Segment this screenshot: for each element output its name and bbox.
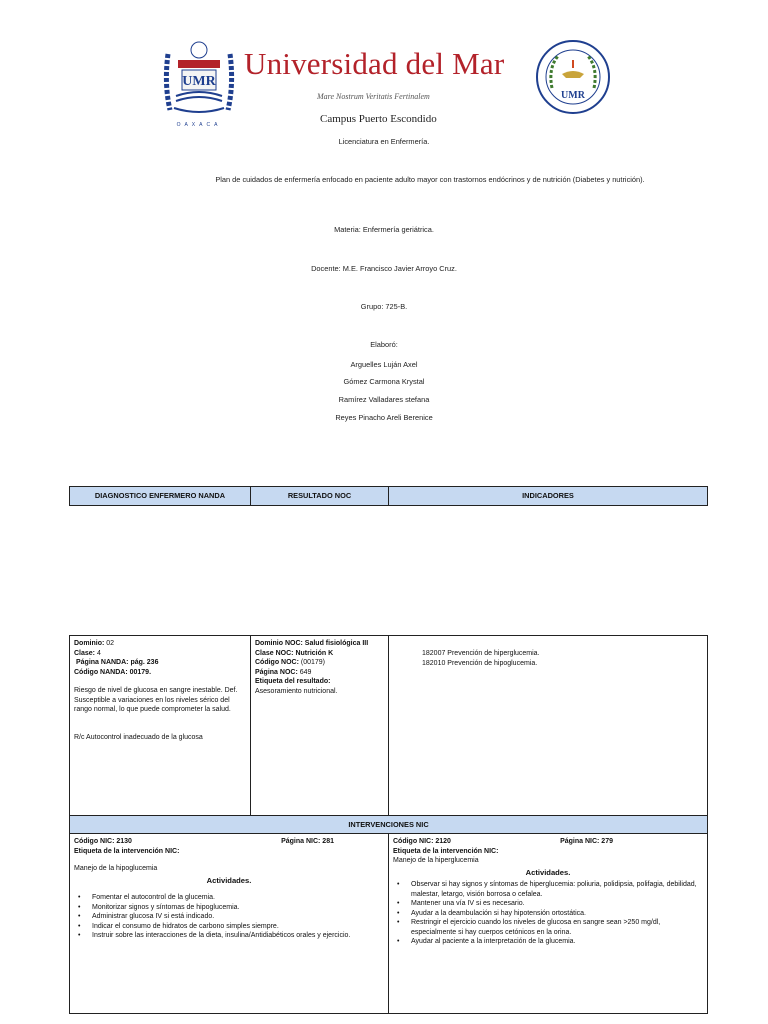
list-item: • Ayudar a la deambulación si hay hipotensión ortostática. — [393, 909, 703, 919]
author-2: Gómez Carmona Krystal — [343, 377, 425, 386]
nic-left-activities — [74, 893, 384, 941]
list-item: • Monitorizar signos y síntomas de hipoglucemia. — [74, 903, 384, 913]
subject: Materia: Enfermería geriátrica. — [334, 225, 434, 234]
indicator-2: 182010 Prevención de hipoglucemia. — [422, 659, 538, 667]
nanda-related: R/c Autocontrol inadecuado de la glucosa — [74, 733, 203, 741]
care-plan-header-table — [69, 486, 708, 506]
svg-text:UMR: UMR — [561, 90, 585, 101]
noc-cell: Dominio NOC: Salud fisiológica III Clase NOC: Nutrición K Código NOC: (00179) Página NOC: 649 Etiqueta del resultado: Asesoramiento nutricional. — [251, 636, 389, 816]
care-plan-table — [69, 635, 708, 1014]
interventions-header: INTERVENCIONES NIC — [70, 816, 708, 834]
nic-right-activities — [393, 880, 703, 947]
group: Grupo: 725-B. — [360, 302, 408, 311]
nic-left-code: Código NIC: 2130 — [74, 838, 132, 845]
authors-label: Elaboró: — [370, 340, 398, 349]
nic-right-activities-title: Actividades. — [525, 867, 571, 877]
nic-left-name: Manejo de la hipoglucemia — [74, 865, 158, 872]
nic-left-page: Página NIC: 281 — [281, 838, 334, 845]
degree-name: Licenciatura en Enfermería. — [338, 137, 430, 146]
author-1: Arguelles Luján Axel — [350, 360, 418, 369]
nic-left-cell: Código NIC: 2130 Página NIC: 281 Etiqueta de la intervención NIC: Manejo de la hipoglucemia Actividades. • Fomentar el autocontrol de la glucemia. • Monitorizar signos y síntomas de hipoglucemia. • Administrar glucosa IV si está indicado. • Indicar el consumo de hidratos de carbono simples siempre. • Instruir sobre las interacciones de la dieta, insulina/Antidiabéticos orales y ejercicio. — [70, 834, 389, 1014]
header-nanda: DIAGNOSTICO ENFERMERO NANDA — [70, 487, 251, 506]
campus-name: Campus Puerto Escondido — [320, 113, 437, 125]
nanda-description: Riesgo de nivel de glucosa en sangre inestable. Def. Susceptible a variaciones en los niveles sérico del rango normal, lo que puede comprometer la salud. — [74, 687, 238, 713]
noc-result: Asesoramiento nutricional. — [255, 687, 338, 695]
header-indicators: INDICADORES — [389, 487, 708, 506]
university-seal-left — [160, 40, 238, 128]
list-item: • Observar si hay signos y síntomas de hiperglucemia: poliuria, polidipsia, polifagia, debilidad, malestar, letargo, visión borrosa o cefalea. — [393, 880, 703, 899]
nanda-cell: Dominio: 02 Clase: 4 Página NANDA: pág. 236 Código NANDA: 00179. Riesgo de nivel de glucosa en sangre inestable. Def. Susceptible a variaciones en los niveles sérico del rango normal, lo que puede comprometer la salud. R/c Autocontrol inadecuado de la glucosa — [70, 636, 251, 816]
list-item: • Mantener una vía IV si es necesario. — [393, 899, 703, 909]
teacher: Docente: M.E. Francisco Javier Arroyo Cruz. — [311, 264, 457, 273]
university-title: Universidad del Mar — [244, 46, 505, 81]
nic-left-activities-title: Actividades. — [206, 875, 252, 885]
document-header — [160, 38, 612, 130]
nic-right-name: Manejo de la hiperglucemia — [393, 857, 479, 864]
plan-title: Plan de cuidados de enfermería enfocado en paciente adulto mayor con trastornos endócrinos y de nutrición (Diabetes y nutrición). — [215, 175, 645, 184]
list-item: • Indicar el consumo de hidratos de carbono simples siempre. — [74, 922, 384, 932]
list-item: • Restringir el ejercicio cuando los niveles de glucosa en sangre sean >250 mg/dl, especialmente si hay cuerpos cetónicos en la orina. — [393, 918, 703, 937]
svg-text:UMR: UMR — [182, 74, 216, 89]
indicators-cell — [389, 636, 708, 816]
list-item: • Instruir sobre las interacciones de la dieta, insulina/Antidiabéticos orales y ejercicio. — [74, 931, 384, 941]
list-item: • Administrar glucosa IV si está indicado. — [74, 912, 384, 922]
nursing-seal-right — [534, 38, 612, 116]
nic-right-cell: Código NIC: 2120 Página NIC: 279 Etiqueta de la intervención NIC: Manejo de la hiperglucemia Actividades. • Observar si hay signos y síntomas de hiperglucemia: poliuria, polidipsia, polifagia, debilidad, malestar, letargo, visión borrosa o cefalea. • Mantener una vía IV si es necesario. • Ayudar a la deambulación si hay hipotensión ortostática. • Restringir el ejercicio cuando los niveles de glucosa en sangre sean >250 mg/dl, especialmente si hay cuerpos cetónicos en la orina. • Ayudar al paciente a la interpretación de la glucemia. — [389, 834, 708, 1014]
header-noc: RESULTADO NOC — [251, 487, 389, 506]
list-item: • Fomentar el autocontrol de la glucemia. — [74, 893, 384, 903]
list-item: • Ayudar al paciente a la interpretación de la glucemia. — [393, 937, 703, 947]
author-4: Reyes Pinacho Areli Berenice — [335, 413, 433, 422]
indicator-1: 182007 Prevención de hiperglucemia. — [422, 650, 540, 657]
author-3: Ramírez Valladares stefana — [338, 395, 430, 404]
nic-right-code: Código NIC: 2120 — [393, 838, 451, 845]
svg-text:OAXACA: OAXACA — [176, 122, 222, 128]
nic-right-page: Página NIC: 279 — [560, 838, 613, 845]
university-motto: Mare Nostrum Veritatis Fertinalem — [317, 92, 430, 101]
